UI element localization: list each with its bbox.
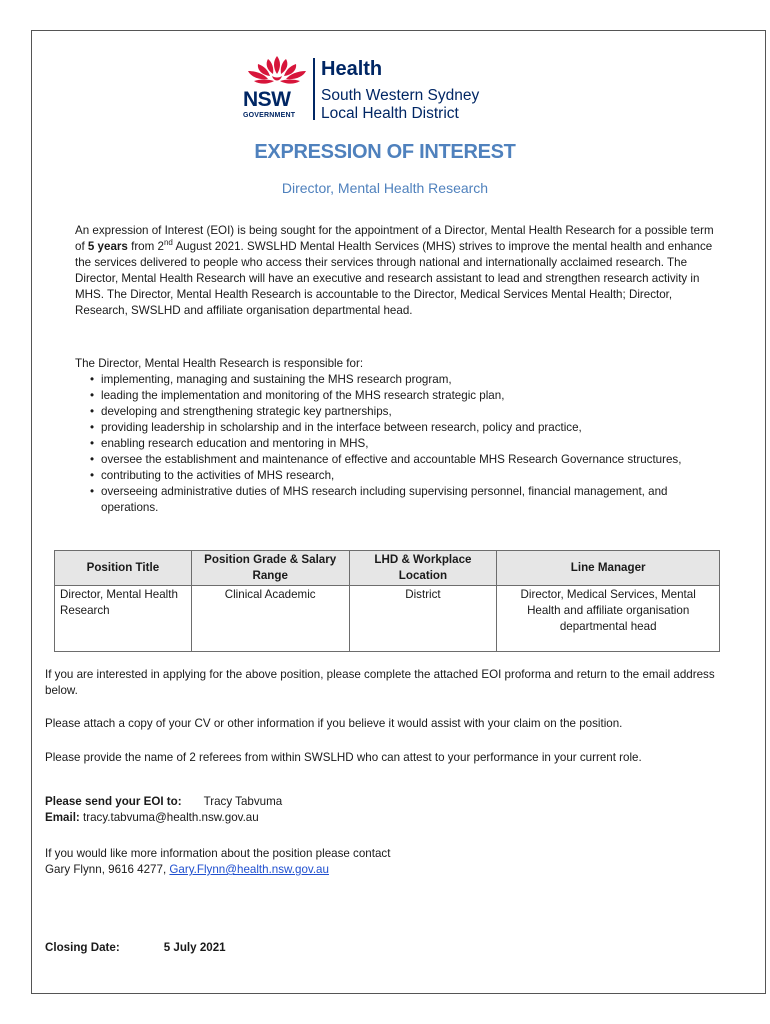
nsw-mark: NSW [243,88,291,111]
page-subtitle: Director, Mental Health Research [281,180,489,196]
logo-district-line2: Local Health District [321,105,459,122]
cv-paragraph: Please attach a copy of your CV or other information if you believe it would assist with your claim on the position. [45,717,623,730]
closing-date [45,940,725,956]
logo-health: Health [321,58,383,80]
list-item: • contributing to the activities of MHS research, [75,468,695,484]
list-item: • implementing, managing and sustaining the MHS research program, [75,372,695,388]
table-header-row [55,551,720,586]
list-item: • enabling research education and mentoring in MHS, [75,436,695,452]
contact-block [45,846,725,878]
government-label: GOVERNMENT [243,112,296,119]
intro-paragraph: An expression of Interest (EOI) is being sought for the appointment of a Director, Mental Health Research for a possible term of 5 years from 2nd August 2021. SWSLHD Mental Health Services (MHS) strives to improve the mental health and enhance the services delivered to people who access their services through national and internationally acclaimed research. The Director, Mental Health Research will have an executive and research assistant to lead and strengthen research activity in MHS. The Director, Mental Health Research is accountable to the Director, Medical Services Mental Health; Director, Research, SWSLHD and affiliate organisation departmental head. [75,224,714,317]
list-item: • developing and strengthening strategic key partnerships, [75,404,695,420]
contact-email-link[interactable]: Gary.Flynn@health.nsw.gov.au [169,863,329,876]
table-cell: Director, Mental Health Research [55,586,192,652]
responsibilities-heading: The Director, Mental Health Research is responsible for: [75,357,364,370]
closing-value: 5 July 2021 [163,941,226,954]
logo-divider [313,58,315,120]
list-item: • leading the implementation and monitoring of the MHS research strategic plan, [75,388,695,404]
nsw-health-logo [242,54,532,124]
send-name: Tracy Tabvuma [203,795,283,808]
contact-details: Gary Flynn, 9616 4277, [45,863,170,876]
referees-paragraph: Please provide the name of 2 referees from within SWSLHD who can attest to your performance in your current role. [45,751,642,764]
waratah-icon [242,54,312,90]
contact-intro: If you would like more information about the position please contact [45,847,391,860]
table-header: Line Manager [497,551,720,586]
send-email: tracy.tabvuma@health.nsw.gov.au [83,811,259,824]
table-header: LHD & Workplace Location [349,551,497,586]
send-eoi-block [45,794,725,826]
table-cell: Director, Medical Services, Mental Health and affiliate organisation departmental head [497,586,720,652]
table-cell: District [349,586,497,652]
table-header: Position Grade & Salary Range [191,551,349,586]
list-item: • providing leadership in scholarship and in the interface between research, policy and practice, [75,420,695,436]
list-item: • oversee the establishment and maintenance of effective and accountable MHS Research Governance structures, [75,452,695,468]
table-header: Position Title [55,551,192,586]
email-label: Email: [45,811,80,824]
closing-label: Closing Date: [45,941,120,954]
page-title: EXPRESSION OF INTEREST [254,141,516,163]
table-cell: Clinical Academic [191,586,349,652]
table-row [55,586,720,652]
list-item: • overseeing administrative duties of MHS research including supervising personnel, financial management, and operations. [75,484,695,516]
send-label: Please send your EOI to: [45,795,182,808]
apply-paragraph: If you are interested in applying for the above position, please complete the attached EOI proforma and return to the email address below. [45,668,715,697]
logo-district-line1: South Western Sydney [321,87,480,104]
position-table [54,550,720,652]
responsibilities-list [75,372,695,516]
